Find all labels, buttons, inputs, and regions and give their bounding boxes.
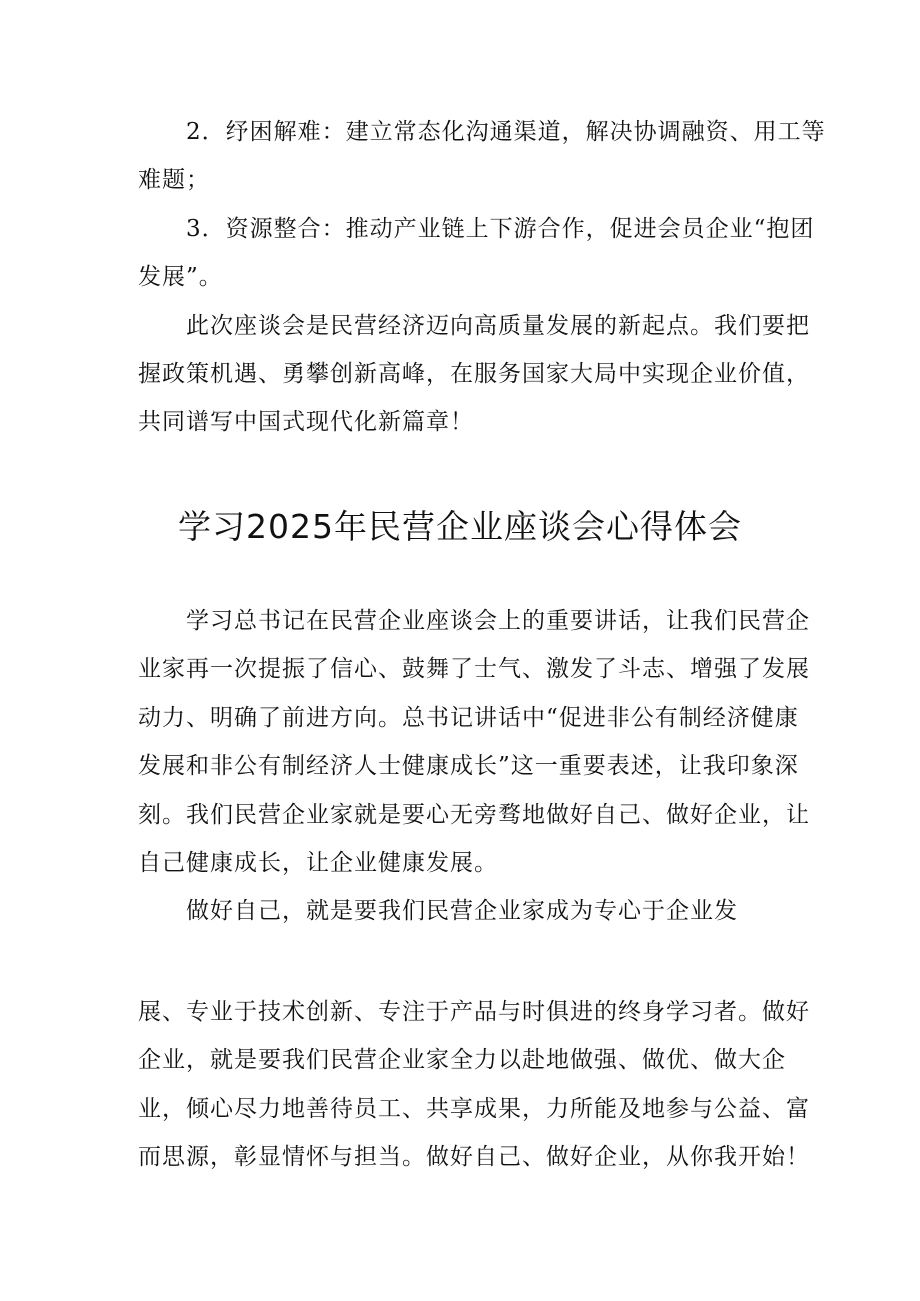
- list-item-3-line-2: 发展”。: [138, 264, 223, 290]
- para2-line-1: 做好自己，就是要我们民营企业家成为专心于企业发: [186, 898, 738, 924]
- conclusion-line-3: 共同谱写中国式现代化新篇章！: [138, 409, 474, 435]
- para2-line-4: 业，倾心尽力地善待员工、共享成果，力所能及地参与公益、富: [138, 1096, 810, 1122]
- para2-line-5: 而思源，彰显情怀与担当。做好自己、做好企业，从你我开始！: [138, 1144, 810, 1170]
- para1-line-5: 刻。我们民营企业家就是要心无旁骛地做好自己、做好企业，让: [138, 802, 810, 828]
- para1-line-1: 学习总书记在民营企业座谈会上的重要讲话，让我们民营企: [186, 608, 810, 634]
- para1-line-3: 动力、明确了前进方向。总书记讲话中“促进非公有制经济健康: [138, 705, 799, 731]
- conclusion-line-2: 握政策机遇、勇攀创新高峰，在服务国家大局中实现企业价值，: [138, 361, 810, 387]
- para1-line-4: 发展和非公有制经济人士健康成长”这一重要表述，让我印象深: [138, 753, 799, 779]
- article-title: 学习2025年民营企业座谈会心得体会: [178, 507, 742, 546]
- para2-line-2: 展、专业于技术创新、专注于产品与时俱进的终身学习者。做好: [138, 999, 810, 1025]
- list-item-2-line-1: 2．纾困解难：建立常态化沟通渠道，解决协调融资、用工等: [186, 119, 826, 145]
- para1-line-2: 业家再一次提振了信心、鼓舞了士气、激发了斗志、增强了发展: [138, 656, 810, 682]
- conclusion-line-1: 此次座谈会是民营经济迈向高质量发展的新起点。我们要把: [186, 313, 810, 339]
- list-item-2-line-2: 难题；: [138, 167, 210, 193]
- para1-line-6: 自己健康成长，让企业健康发展。: [138, 850, 498, 876]
- para2-line-3: 企业，就是要我们民营企业家全力以赴地做强、做优、做大企: [138, 1047, 786, 1073]
- list-item-3-line-1: 3．资源整合：推动产业链上下游合作，促进会员企业“抱团: [186, 216, 815, 242]
